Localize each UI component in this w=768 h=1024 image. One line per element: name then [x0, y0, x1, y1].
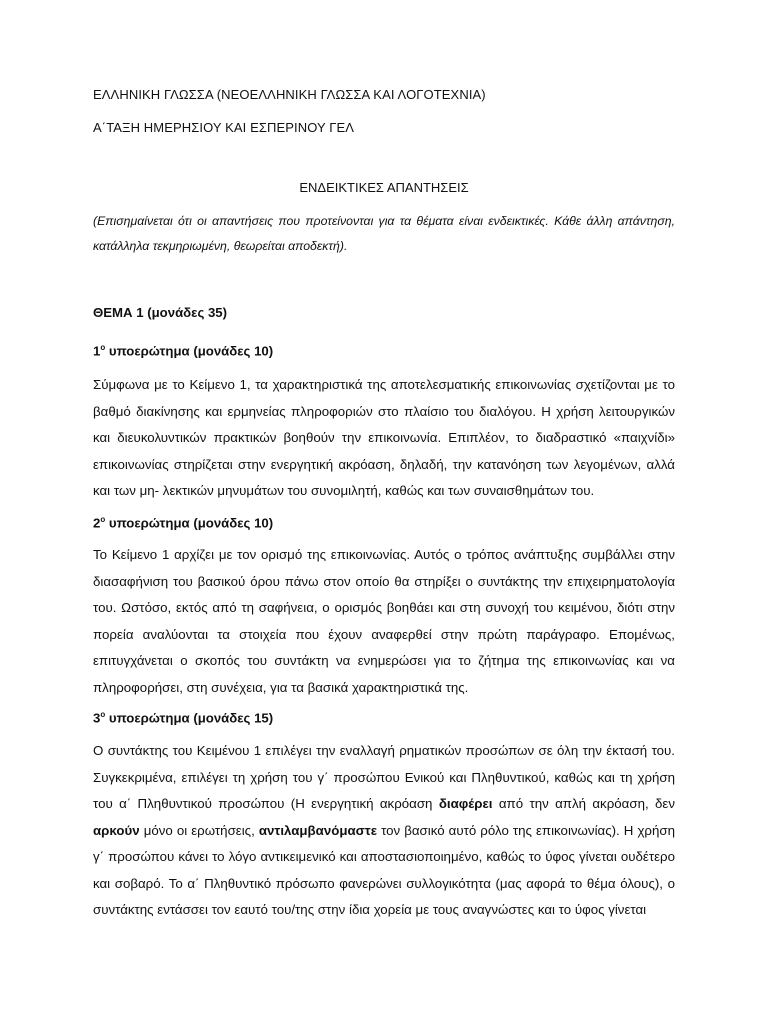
- bold-term: διαφέρει: [438, 796, 493, 811]
- ordinal-superscript: ο: [100, 343, 106, 352]
- subquestion-2-number: 2: [93, 515, 101, 531]
- answer-text-segment: μόνο οι ερωτήσεις,: [139, 822, 259, 838]
- bold-term: αρκούν: [93, 822, 140, 838]
- theme-heading: ΘΕΜΑ 1 (μονάδες 35): [93, 305, 228, 320]
- answer-text-segment: τον βασικό αυτό ρόλο της επικοινωνίας). Η χρήση γ΄ προσώπου κάνει το λόγο αντικειμενικό και αποστασιοποιημένο, καθώς το ύφος γίνεται ουδέτερο και σοβαρό. Το α΄ Πληθυντικό πρόσωπο φανερώνει συλλογικότητα (μας αφορά το θέμα όλους), ο συντάκτης εντάσσει τον εαυτό του/της στην ίδια χορεία με τους αναγνώστες και το ύφος γίνεται: [93, 822, 675, 917]
- subquestion-2-label: υποερώτημα (μονάδες 10): [105, 515, 274, 531]
- subquestion-1-label: υποερώτημα (μονάδες 10): [105, 343, 274, 359]
- document-class: Α΄ΤΑΞΗ ΗΜΕΡΗΣΙΟΥ ΚΑΙ ΕΣΠΕΡΙΝΟΥ ΓΕΛ: [93, 120, 355, 135]
- subquestion-3-number: 3: [93, 710, 101, 726]
- subquestion-2-answer: Το Κείμενο 1 αρχίζει με τον ορισμό της επικοινωνίας. Αυτός ο τρόπος ανάπτυξης συμβάλλει στην διασαφήνιση του βασικού όρου πάνω στον οποίο θα στηρίξει ο συντάκτης την επιχειρηματολογία του. Ωστόσο, εκτός από τη σαφήνεια, ο ορισμός βοηθάει και στη συνοχή του κειμένου, διότι στην πορεία αναλύονται τα στοιχεία που έχουν αναφερθεί στην πρώτη παράγραφο. Επομένως, επιτυγχάνεται ο σκοπός του συντάκτη να ενημερώσει για το ζήτημα της επικοινωνίας και να πληροφορήσει, στη συνέχεια, για τα βασικά χαρακτηριστικά της.: [93, 547, 675, 695]
- subquestion-1-answer: Σύμφωνα με το Κείμενο 1, τα χαρακτηριστικά της αποτελεσματικής επικοινωνίας σχετίζονται με το βαθμό διακίνησης και ερμηνείας πληροφοριών στο πλαίσιο του διαλόγου. Η χρήση λειτουργικών και διευκολυντικών πρακτικών βοηθούν την επικοινωνία. Επιπλέον, το διαδραστικό «παιχνίδι» επικοινωνίας στηρίζεται στην ενεργητική ακρόαση, δηλαδή, την κατανόηση των λεγομένων, αλλά και των μη- λεκτικών μηνυμάτων του συνομιλητή, καθώς και των συναισθημάτων του.: [93, 377, 675, 498]
- document-subject: ΕΛΛΗΝΙΚΗ ΓΛΩΣΣΑ (ΝΕΟΕΛΛΗΝΙΚΗ ΓΛΩΣΣΑ ΚΑΙ ΛΟΓΟΤΕΧΝΙΑ): [93, 87, 486, 102]
- subquestion-2-heading: [93, 515, 273, 530]
- ordinal-superscript: ο: [100, 710, 106, 719]
- subquestion-3-heading: [93, 710, 273, 725]
- bold-term: αντιλαμβανόμαστε: [258, 822, 378, 838]
- disclaimer-note: (Επισημαίνεται ότι οι απαντήσεις που προτείνονται για τα θέματα είναι ενδεικτικές. Κάθε άλλη απάντηση, κατάλληλα τεκμηριωμένη, θεωρείται αποδεκτή).: [93, 214, 675, 253]
- document-title: ΕΝΔΕΙΚΤΙΚΕΣ ΑΠΑΝΤΗΣΕΙΣ: [299, 180, 469, 195]
- subquestion-3-label: υποερώτημα (μονάδες 15): [105, 710, 274, 726]
- subquestion-1-number: 1: [93, 343, 101, 359]
- answer-text-segment: Ο συντάκτης του Κειμένου 1 επιλέγει την εναλλαγή ρηματικών προσώπων σε όλη την έκτασή του. Συγκεκριμένα, επιλέγει τη χρήση του γ΄ προσώπου Ενικού και Πληθυντικού, καθώς και τη χρήση του α΄ Πληθυντικού προσώπου (Η ενεργητική ακρόαση: [93, 743, 675, 811]
- subquestion-1-heading: [93, 343, 273, 358]
- ordinal-superscript: ο: [100, 515, 106, 524]
- subquestion-3-answer: [93, 738, 675, 924]
- answer-text-segment: από την απλή ακρόαση, δεν: [492, 796, 675, 811]
